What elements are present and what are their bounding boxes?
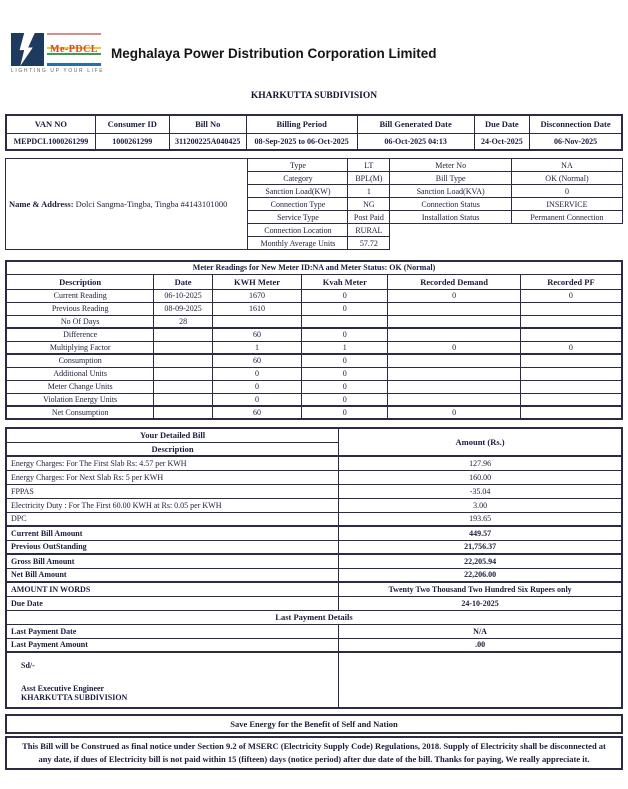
meter-cell: 1 xyxy=(302,341,388,354)
meter-col-header: Recorded Demand xyxy=(388,274,520,289)
meter-cell: 0 xyxy=(212,367,301,380)
info-label: Connection Location xyxy=(248,224,348,237)
meter-readings-table xyxy=(5,260,623,420)
meter-cell xyxy=(520,302,622,315)
info-label: Type xyxy=(248,159,348,172)
meter-row-description: Net Consumption xyxy=(6,406,154,419)
meter-col-header: Recorded PF xyxy=(520,274,622,289)
signature-empty-cell xyxy=(339,652,622,708)
meter-cell xyxy=(520,406,622,419)
customer-info-table xyxy=(5,158,623,250)
info-label: Meter No xyxy=(390,159,512,172)
summary-value: 311200225A040425 xyxy=(169,133,246,150)
meter-cell xyxy=(520,328,622,341)
info-value: BPL(M) xyxy=(348,172,390,185)
charge-amount: 449.57 xyxy=(339,526,622,540)
info-label: Bill Type xyxy=(390,172,512,185)
meter-cell: 0 xyxy=(302,393,388,406)
save-energy-slogan: Save Energy for the Benefit of Self and Nation xyxy=(5,714,623,734)
charge-amount: Twenty Two Thousand Two Hundred Six Rupees only xyxy=(339,582,622,596)
last-payment-label: Last Payment Date xyxy=(6,624,339,638)
charge-description: Electricity Duty : For The First 60.00 KWH at Rs: 0.05 per KWH xyxy=(6,498,339,512)
meter-cell: 0 xyxy=(520,341,622,354)
meter-cell: 0 xyxy=(302,289,388,302)
name-address-value: Dolci Sangma-Tingba, Tingba #4143101000 xyxy=(75,199,228,209)
signature-office: KHARKUTTA SUBDIVISION xyxy=(21,693,128,702)
meter-cell xyxy=(154,380,213,393)
summary-col-header: Consumer ID xyxy=(95,115,169,133)
meter-col-header: Description xyxy=(6,274,154,289)
meter-cell: 0 xyxy=(520,289,622,302)
charge-amount: 127.96 xyxy=(339,456,622,470)
info-value: RURAL xyxy=(348,224,390,237)
last-payment-label: Last Payment Amount xyxy=(6,638,339,652)
charge-description: Current Bill Amount xyxy=(6,526,339,540)
meter-cell: 60 xyxy=(212,406,301,419)
summary-col-header: VAN NO xyxy=(6,115,95,133)
meter-cell xyxy=(388,328,520,341)
info-label: Sanction Load(KW) xyxy=(248,185,348,198)
final-notice-text: This Bill will be Construed as final notice under Section 9.2 of MSERC (Electricity Supply Code) Regulations, 2018. Supply of Electricity shall be disconnected at any date, if dues of Electricity bill is not paid within 15 (fifteen) days (notice period) after due date of the bill. Thanks for paying, We really appreciate it. xyxy=(5,736,623,770)
info-empty-cell xyxy=(390,237,623,250)
charge-amount: 21,756.37 xyxy=(339,540,622,554)
meter-row-description: Additional Units xyxy=(6,367,154,380)
logo-tagline: LIGHTING UP YOUR LIFE xyxy=(11,68,105,74)
meter-cell: 28 xyxy=(154,315,213,328)
info-label: Category xyxy=(248,172,348,185)
summary-value: MEPDCL1000261299 xyxy=(6,133,95,150)
meter-cell xyxy=(154,354,213,367)
charge-amount: 24-10-2025 xyxy=(339,596,622,610)
info-value: NG xyxy=(348,198,390,211)
info-value: 1 xyxy=(348,185,390,198)
charge-description: Energy Charges: For The First Slab Rs: 4.57 per KWH xyxy=(6,456,339,470)
charge-amount: -35.04 xyxy=(339,484,622,498)
info-value: Permanent Connection xyxy=(511,211,622,224)
info-value: 0 xyxy=(511,185,622,198)
charge-description: Net Bill Amount xyxy=(6,568,339,582)
meter-cell xyxy=(154,393,213,406)
charge-description: Previous OutStanding xyxy=(6,540,339,554)
customer-name-address xyxy=(6,159,248,250)
info-empty-cell xyxy=(390,224,623,237)
meter-cell xyxy=(154,406,213,419)
meter-cell xyxy=(154,367,213,380)
summary-value: 08-Sep-2025 to 06-Oct-2025 xyxy=(246,133,357,150)
meter-row-description: No Of Days xyxy=(6,315,154,328)
meter-cell xyxy=(212,315,301,328)
summary-col-header: Disconnection Date xyxy=(530,115,622,133)
meter-row-description: Meter Change Units xyxy=(6,380,154,393)
info-value: Post Paid xyxy=(348,211,390,224)
signature-designation: Asst Executive Engineer xyxy=(21,684,105,693)
meter-cell: 0 xyxy=(212,393,301,406)
charge-description: Due Date xyxy=(6,596,339,610)
meter-cell xyxy=(388,367,520,380)
meter-cell: 1 xyxy=(212,341,301,354)
charge-description: Energy Charges: For Next Slab Rs: 5 per KWH xyxy=(6,470,339,484)
summary-col-header: Billing Period xyxy=(246,115,357,133)
meter-cell: 60 xyxy=(212,328,301,341)
info-label: Installation Status xyxy=(390,211,512,224)
signature-block xyxy=(6,652,339,708)
logo-wordmark xyxy=(47,33,101,66)
meter-cell: 0 xyxy=(388,341,520,354)
charge-description: AMOUNT IN WORDS xyxy=(6,582,339,596)
logo-top xyxy=(11,33,101,66)
charge-description: FPPAS xyxy=(6,484,339,498)
info-label: Service Type xyxy=(248,211,348,224)
charge-amount: 22,205.94 xyxy=(339,554,622,568)
meter-cell: 0 xyxy=(388,289,520,302)
info-label: Connection Status xyxy=(390,198,512,211)
meter-cell xyxy=(154,341,213,354)
info-value: OK (Normal) xyxy=(511,172,622,185)
summary-value: 24-Oct-2025 xyxy=(474,133,529,150)
bill-table-title: Your Detailed Bill xyxy=(6,428,339,442)
meter-cell xyxy=(388,302,520,315)
info-value: INSERVICE xyxy=(511,198,622,211)
charge-amount: 160.00 xyxy=(339,470,622,484)
meter-cell xyxy=(520,367,622,380)
meter-table-title: Meter Readings for New Meter ID:NA and Meter Status: OK (Normal) xyxy=(6,261,622,274)
charge-amount: 193.65 xyxy=(339,512,622,526)
meter-cell xyxy=(302,315,388,328)
meter-col-header: Kvah Meter xyxy=(302,274,388,289)
logo-brand-text: Me-PDCL xyxy=(50,43,98,55)
summary-value: 06-Nov-2025 xyxy=(530,133,622,150)
last-payment-value: N/A xyxy=(339,624,622,638)
meter-row-description: Multiplying Factor xyxy=(6,341,154,354)
meter-col-header: KWH Meter xyxy=(212,274,301,289)
meter-cell: 1670 xyxy=(212,289,301,302)
meter-cell xyxy=(520,393,622,406)
signature-sd: Sd/- xyxy=(21,661,35,670)
meter-cell: 0 xyxy=(212,380,301,393)
subdivision-title: KHARKUTTA SUBDIVISION xyxy=(250,91,378,101)
meter-cell xyxy=(388,315,520,328)
info-label: Sanction Load(KVA) xyxy=(390,185,512,198)
lightning-bolt-icon xyxy=(11,33,44,66)
bill-summary-table xyxy=(5,114,623,151)
meter-row-description: Previous Reading xyxy=(6,302,154,315)
meter-row-description: Consumption xyxy=(6,354,154,367)
meter-row-description: Violation Energy Units xyxy=(6,393,154,406)
bill-header xyxy=(5,0,623,74)
meter-cell xyxy=(520,315,622,328)
last-payment-value: .00 xyxy=(339,638,622,652)
summary-col-header: Bill Generated Date xyxy=(357,115,474,133)
last-payment-section-title: Last Payment Details xyxy=(6,610,622,624)
charge-description: DPC xyxy=(6,512,339,526)
charge-amount: 22,206.00 xyxy=(339,568,622,582)
meter-cell: 0 xyxy=(302,367,388,380)
summary-col-header: Bill No xyxy=(169,115,246,133)
description-col-header: Description xyxy=(6,442,339,456)
charge-description: Gross Bill Amount xyxy=(6,554,339,568)
meter-cell: 0 xyxy=(302,354,388,367)
meter-cell xyxy=(520,380,622,393)
meter-cell xyxy=(154,328,213,341)
meter-cell: 1610 xyxy=(212,302,301,315)
info-label: Monthly Average Units xyxy=(248,237,348,250)
info-label: Connection Type xyxy=(248,198,348,211)
meter-cell: 0 xyxy=(388,406,520,419)
meter-cell: 0 xyxy=(302,302,388,315)
info-value: 57.72 xyxy=(348,237,390,250)
meter-cell: 60 xyxy=(212,354,301,367)
meter-cell: 06-10-2025 xyxy=(154,289,213,302)
charge-amount: 3.00 xyxy=(339,498,622,512)
meter-col-header: Date xyxy=(154,274,213,289)
meter-row-description: Difference xyxy=(6,328,154,341)
meter-cell: 08-09-2025 xyxy=(154,302,213,315)
meter-cell xyxy=(388,380,520,393)
meter-row-description: Current Reading xyxy=(6,289,154,302)
amount-col-header: Amount (Rs.) xyxy=(339,428,622,456)
meter-cell: 0 xyxy=(302,380,388,393)
summary-value: 1000261299 xyxy=(95,133,169,150)
detailed-bill-table xyxy=(5,427,623,709)
meter-cell xyxy=(388,354,520,367)
meter-cell xyxy=(388,393,520,406)
info-value: NA xyxy=(511,159,622,172)
meter-cell: 0 xyxy=(302,328,388,341)
name-address-label: Name & Address: xyxy=(9,199,74,209)
mepdcl-logo xyxy=(11,33,105,74)
summary-col-header: Due Date xyxy=(474,115,529,133)
info-value: LT xyxy=(348,159,390,172)
meter-cell xyxy=(520,354,622,367)
company-title: Meghalaya Power Distribution Corporation Limited xyxy=(111,46,437,61)
meter-cell: 0 xyxy=(302,406,388,419)
summary-value: 06-Oct-2025 04:13 xyxy=(357,133,474,150)
